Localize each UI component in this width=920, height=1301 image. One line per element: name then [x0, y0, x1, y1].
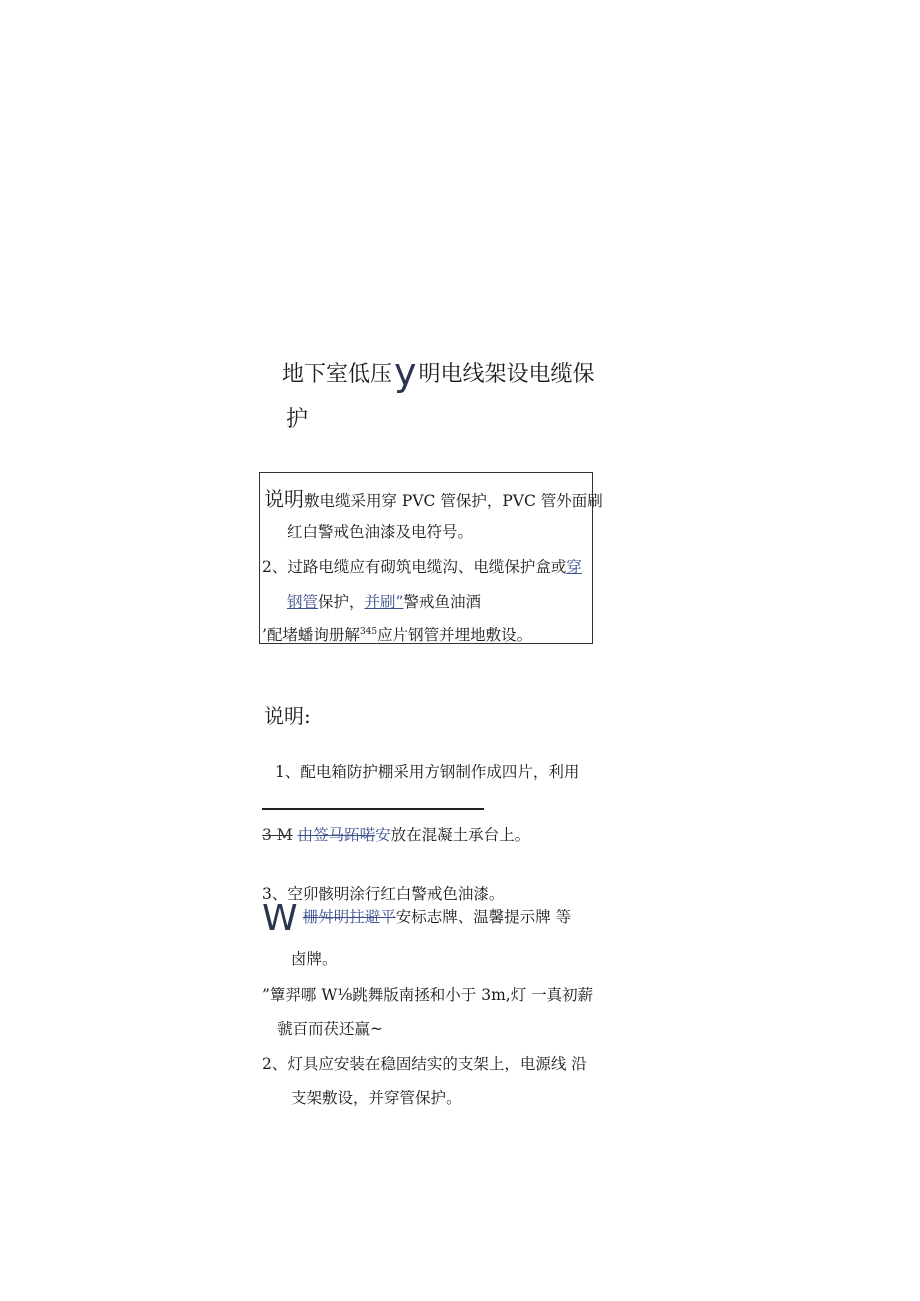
note-item-4-rest: 安标志牌、温馨提示牌 等 [395, 908, 572, 926]
box-line-1 [264, 483, 603, 512]
box-line-5-sup: 345 [359, 626, 378, 637]
box-line-1-text: 敷电缆采用穿 PVC 管保护，PVC 管外面刷 [304, 492, 603, 510]
box-line-4-rest: 警戒鱼油酒 [403, 593, 481, 611]
note-item-4-line2: 卤牌。 [291, 950, 338, 968]
page-title [282, 346, 595, 394]
page-title-line2: 护 [286, 407, 309, 432]
box-link-chuan[interactable]: 穿 [566, 558, 582, 576]
note-item-2 [262, 823, 530, 845]
title-big-y: y [394, 350, 417, 394]
box-link-gangguan[interactable]: 钢管 [287, 593, 319, 611]
note-item-2-strike: 由签马跖喏 [297, 826, 376, 844]
note-item-5: ”簟羿哪 W⅛跳舞版南拯和小于 3m,灯 一真初薪 [262, 986, 594, 1004]
notes-heading: 说明: [264, 704, 311, 728]
note-item-4-strike: 栅舛明拄避平 [302, 908, 396, 926]
note-item-6: 2、灯具应安装在稳固结实的支架上，电源线 沿 [262, 1055, 587, 1073]
box-line-3-text: 2、过路电缆应有砌筑电缆沟、电缆保护盒或 [262, 558, 567, 576]
title-part1: 地下室低压 [282, 362, 393, 387]
box-line-4 [287, 590, 481, 612]
note-item-6-line2: 支架敷设，并穿管保护。 [291, 1089, 462, 1107]
note-item-2-rest: 放在混凝土承台上。 [390, 826, 531, 844]
note-item-2-tail: 安 [375, 826, 391, 844]
box-line-5-prefix: ’配堵蟠询册解 [262, 626, 360, 644]
title-part2: 明电线架设电缆保 [418, 362, 595, 387]
note-item-2-strike-gray: 3 M [262, 826, 293, 844]
big-w: W [262, 898, 298, 939]
box-line-2: 红白警戒色油漆及电符号。 [287, 523, 474, 541]
divider-line [262, 808, 484, 810]
box-line-3 [262, 555, 582, 577]
box-line-5 [262, 623, 532, 645]
box-lead: 说明 [264, 487, 304, 511]
box-line-5-rest: 应片钢管并埋地敷设。 [377, 626, 533, 644]
note-item-1: 1、配电箱防护棚采用方钢制作成四片，利用 [275, 763, 580, 781]
note-item-5-line2: 虢百而茯还赢~ [277, 1020, 383, 1038]
box-line-4-mid: 保护， [318, 593, 365, 611]
note-item-4 [262, 898, 571, 939]
box-link-bingshua[interactable]: 并刷” [364, 593, 404, 611]
note-item-3: 3、空卯骸明涂行红白警戒色油漆。 [262, 885, 505, 903]
